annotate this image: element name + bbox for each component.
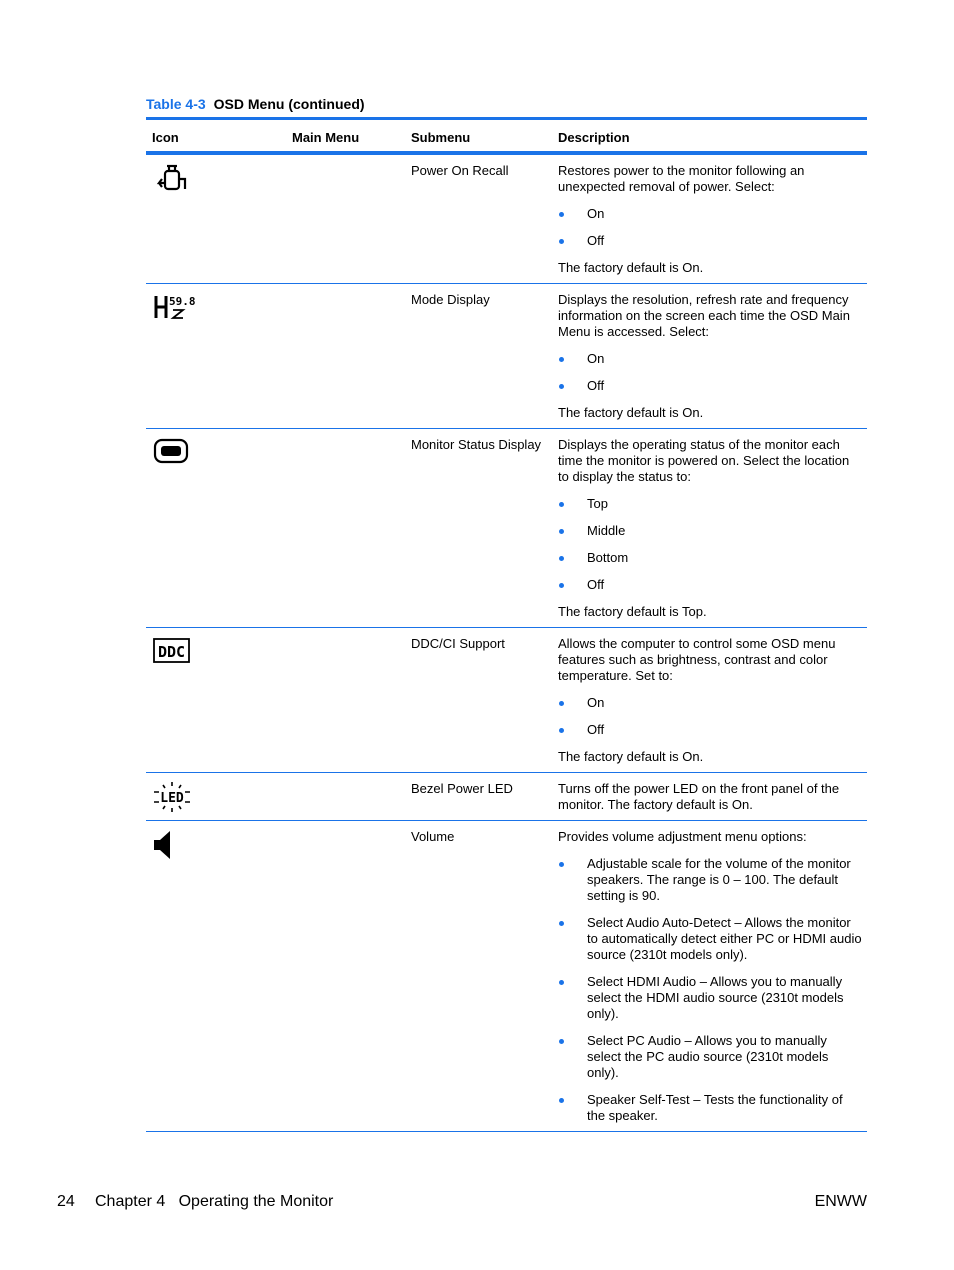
option-list xyxy=(558,496,863,593)
description xyxy=(558,628,863,772)
table-title: OSD Menu (continued) xyxy=(213,96,365,112)
table-row xyxy=(146,155,867,284)
header-submenu: Submenu xyxy=(411,130,471,145)
speaker-icon xyxy=(153,829,191,861)
option-item: Select HDMI Audio – Allows you to manually select the HDMI audio source (2310t models only). xyxy=(558,974,863,1022)
header-icon: Icon xyxy=(152,130,179,145)
option-list xyxy=(558,695,863,738)
option-item: Off xyxy=(558,722,863,738)
header-description: Description xyxy=(558,130,630,145)
submenu-label: Mode Display xyxy=(411,292,490,307)
option-item: On xyxy=(558,206,863,222)
option-list xyxy=(558,351,863,394)
option-item: On xyxy=(558,695,863,711)
monitor-status-icon xyxy=(153,437,191,469)
header-main-menu: Main Menu xyxy=(292,130,360,145)
mode-display-icon xyxy=(153,292,196,324)
ddc-icon-text: DDC xyxy=(157,643,186,661)
led-icon-text: LED xyxy=(160,791,184,806)
option-item: Select PC Audio – Allows you to manually select the PC audio source (2310t models only). xyxy=(558,1033,863,1081)
description-intro: Displays the operating status of the monitor each time the monitor is powered on. Select the location to display the status to: xyxy=(558,437,850,484)
option-item: Select Audio Auto-Detect – Allows the monitor to automatically detect either PC or HDMI audio source (2310t models only). xyxy=(558,915,863,963)
description-intro: Allows the computer to control some OSD menu features such as brightness, contrast and color temperature. Set to: xyxy=(558,636,836,683)
submenu-label: DDC/CI Support xyxy=(411,636,505,651)
option-item: Off xyxy=(558,378,863,394)
option-list xyxy=(558,856,863,1124)
option-item: On xyxy=(558,351,863,367)
table-header xyxy=(146,120,867,155)
option-item: Off xyxy=(558,577,863,593)
submenu-label: Monitor Status Display xyxy=(411,437,542,452)
option-item: Adjustable scale for the volume of the monitor speakers. The range is 0 – 100. The default setting is 90. xyxy=(558,856,863,904)
factory-default: The factory default is On. xyxy=(558,749,704,764)
table-row xyxy=(146,773,867,821)
table-row xyxy=(146,628,867,773)
description xyxy=(558,284,863,428)
option-item: Middle xyxy=(558,523,863,539)
power-on-recall-icon xyxy=(153,163,191,195)
description xyxy=(558,773,863,820)
page-number: 24 xyxy=(57,1193,75,1210)
description-intro: Turns off the power LED on the front panel of the monitor. The factory default is On. xyxy=(558,781,840,812)
description xyxy=(558,821,863,1131)
factory-default: The factory default is On. xyxy=(558,405,704,420)
submenu-label: Power On Recall xyxy=(411,163,509,178)
factory-default: The factory default is Top. xyxy=(558,604,707,619)
option-item: Speaker Self-Test – Tests the functionality of the speaker. xyxy=(558,1092,863,1124)
option-list xyxy=(558,206,863,249)
description-intro: Provides volume adjustment menu options: xyxy=(558,829,807,844)
table-row xyxy=(146,284,867,429)
description-intro: Restores power to the monitor following an unexpected removal of power. Select: xyxy=(558,163,805,194)
submenu-label: Volume xyxy=(411,829,455,844)
page-footer xyxy=(57,1193,867,1211)
option-item: Top xyxy=(558,496,863,512)
description-intro: Displays the resolution, refresh rate and frequency information on the screen each time the OSD Main Menu is accessed. Select: xyxy=(558,292,850,339)
bezel-led-icon xyxy=(153,781,191,813)
option-item: Bottom xyxy=(558,550,863,566)
table-row xyxy=(146,821,867,1132)
osd-menu-table xyxy=(146,117,867,1132)
ddc-ci-icon xyxy=(153,636,191,668)
chapter-title: Chapter 4 Operating the Monitor xyxy=(95,1193,334,1210)
description xyxy=(558,155,863,283)
submenu-label: Bezel Power LED xyxy=(411,781,513,796)
svg-text:59.8: 59.8 xyxy=(169,295,196,308)
table-caption xyxy=(146,96,365,112)
factory-default: The factory default is On. xyxy=(558,260,704,275)
description xyxy=(558,429,863,627)
option-item: Off xyxy=(558,233,863,249)
table-row xyxy=(146,429,867,628)
footer-right: ENWW xyxy=(814,1193,867,1210)
table-number: Table 4-3 xyxy=(146,96,206,112)
